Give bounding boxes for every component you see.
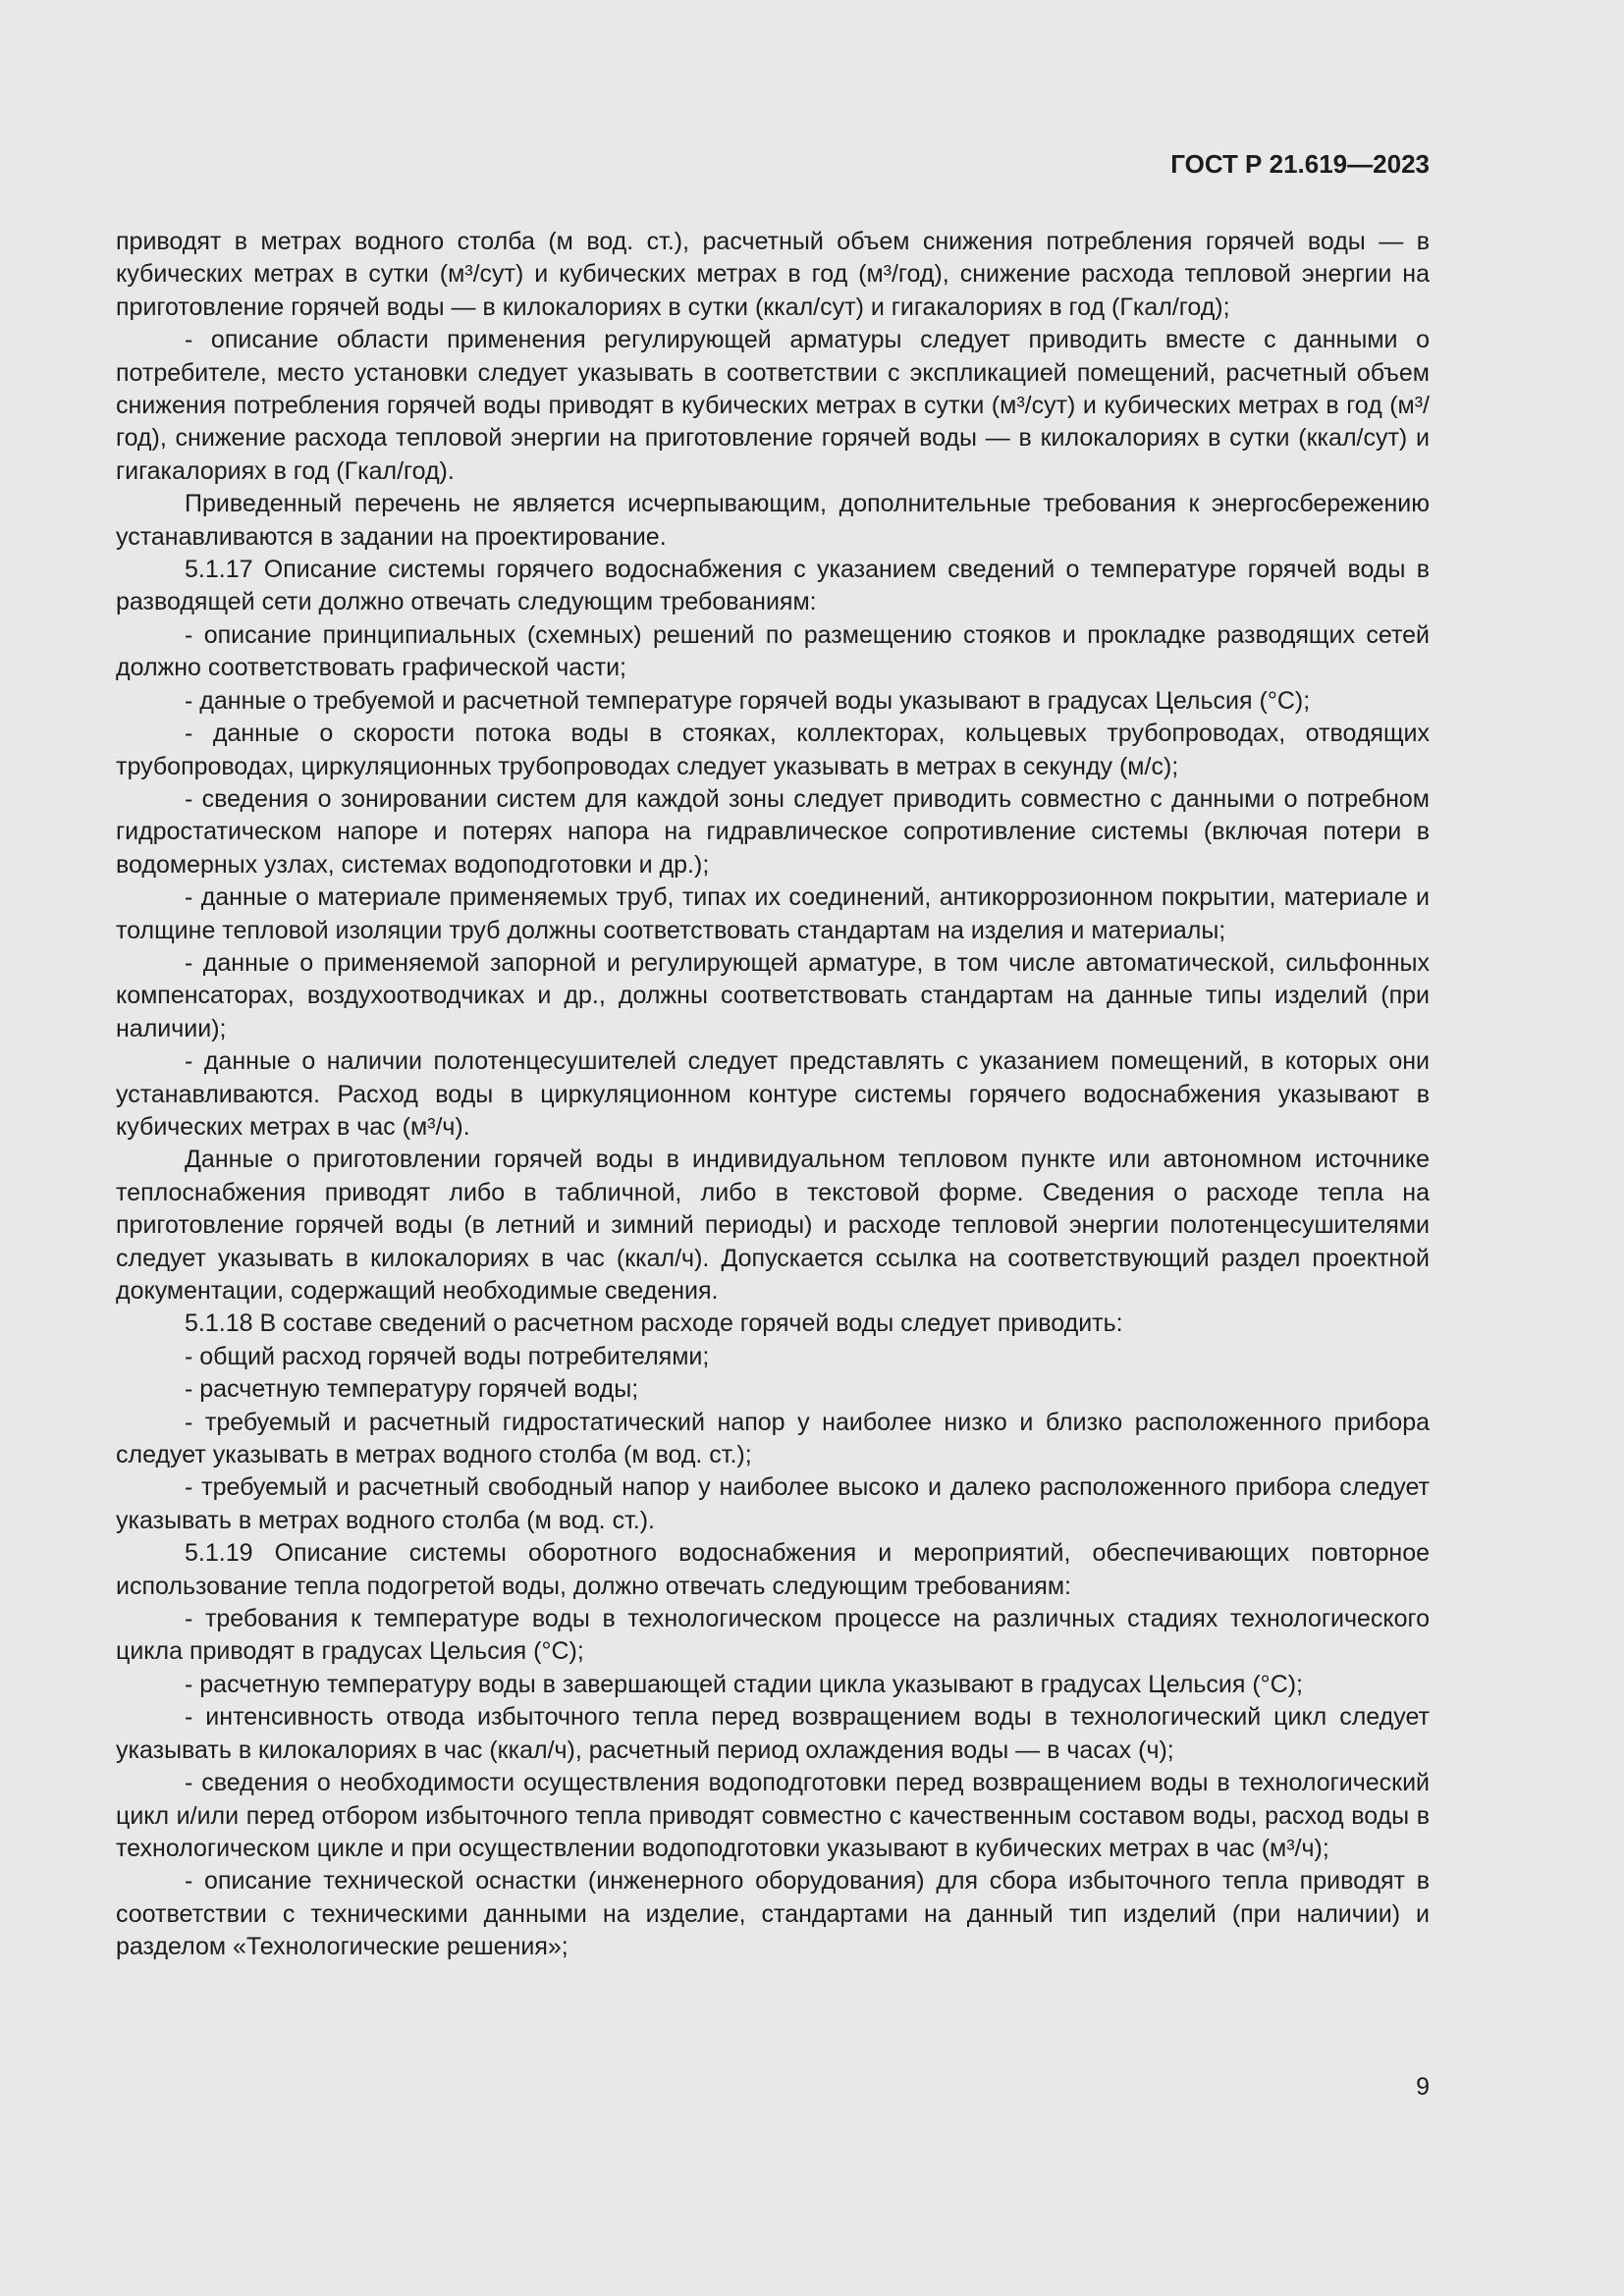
list-item: - общий расход горячей воды потребителями; xyxy=(185,1342,710,1370)
list-item: - описание технической оснастки (инженерного оборудования) для сбора избыточного тепла приводят в соответствии с техническими данными на изделие, стандартами на данный тип изделий (при наличии) и разделом «Технологические решения»; xyxy=(116,1867,1430,1961)
list-item: - данные о требуемой и расчетной температуре горячей воды указывают в градусах Цельсия (°С); xyxy=(185,686,1311,715)
list-item: - сведения о зонировании систем для каждой зоны следует приводить совместно с данными о потребном гидростатическом напоре и потерях напора на гидравлическое сопротивление системы (включая потери в водомерных узлах, системах водоподготовки и др.); xyxy=(116,784,1430,879)
section-paragraph-5-1-17: 5.1.17 Описание системы горячего водоснабжения с указанием сведений о температуре горячей воды в разводящей сети должно отвечать следующим требованиям: xyxy=(116,556,1430,616)
list-item: - требуемый и расчетный свободный напор у наиболее высоко и далеко расположенного прибора следует указывать в метрах водного столба (м вод. ст.). xyxy=(116,1473,1430,1534)
list-item: - интенсивность отвода избыточного тепла перед возвращением воды в технологический цикл следует указывать в килокалориях в час (ккал/ч), расчетный период охлаждения воды — в часах (ч); xyxy=(116,1703,1430,1764)
section-paragraph-5-1-18: 5.1.18 В составе сведений о расчетном расходе горячей воды следует приводить: xyxy=(185,1309,1123,1338)
list-item: - данные о наличии полотенцесушителей следует представлять с указанием помещений, в которых они устанавливаются. Расход воды в циркуляционном контуре системы горячего водоснабжения указывают в кубических метрах в час (м³/ч). xyxy=(116,1047,1430,1141)
paragraph: - описание области применения регулирующей арматуры следует приводить вместе с данными о потребителе, место установки следует указывать в соответствии с экспликацией помещений, расчетный объем снижения потребления горячей воды приводят в кубических метрах в сутки (м³/сут) и кубических метрах в год (м³/год), снижение расхода тепловой энергии на приготовление горячей воды — в килокалориях в сутки (ккал/сут) и гигакалориях в год (Гкал/год). xyxy=(116,326,1430,485)
list-item: - расчетную температуру горячей воды; xyxy=(185,1375,639,1404)
paragraph: Данные о приготовлении горячей воды в индивидуальном тепловом пункте или автономном источнике теплоснабжения приводят либо в табличной, либо в текстовой форме. Сведения о расходе тепла на приготовление горячей воды (в летний и зимний периоды) и расходе тепловой энергии полотенцесушителями следует указывать в килокалориях в час (ккал/ч). Допускается ссылка на соответствующий раздел проектной документации, содержащий необходимые сведения. xyxy=(116,1146,1430,1305)
list-item: - сведения о необходимости осуществления водоподготовки перед возвращением воды в технологический цикл и/или перед отбором избыточного тепла приводят совместно с качественным составом воды, расход воды в технологическом цикле и при осуществлении водоподготовки указывают в кубических метрах в час (м³/ч); xyxy=(116,1769,1430,1862)
list-item: - данные о применяемой запорной и регулирующей арматуре, в том числе автоматической, сильфонных компенсаторах, воздухоотводчиках и др., должны соответствовать стандартам на данные типы изделий (при наличии); xyxy=(116,948,1430,1042)
page-number: 9 xyxy=(1416,2073,1430,2101)
document-body xyxy=(116,226,1430,1964)
list-item: - описание принципиальных (схемных) решений по размещению стояков и прокладке разводящих сетей должно соответствовать графической части; xyxy=(116,620,1430,682)
list-item: - расчетную температуру воды в завершающей стадии цикла указывают в градусах Цельсия (°С); xyxy=(185,1670,1304,1698)
list-item: - данные о материале применяемых труб, типах их соединений, антикоррозионном покрытии, материале и толщине тепловой изоляции труб должны соответствовать стандартам на изделия и материалы; xyxy=(116,883,1430,944)
section-paragraph-5-1-19: 5.1.19 Описание системы оборотного водоснабжения и мероприятий, обеспечивающих повторное использование тепла подогретой воды, должно отвечать следующим требованиям: xyxy=(116,1539,1430,1600)
list-item: - данные о скорости потока воды в стояках, коллекторах, кольцевых трубопроводах, отводящих трубопроводах, циркуляционных трубопроводах следует указывать в метрах в секунду (м/с); xyxy=(116,720,1430,780)
document-header: ГОСТ Р 21.619—2023 xyxy=(1170,149,1430,179)
paragraph: приводят в метрах водного столба (м вод. ст.), расчетный объем снижения потребления горячей воды — в кубических метрах в сутки (м³/сут) и кубических метрах в год (м³/год), снижение расхода тепловой энергии на приготовление горячей воды — в килокалориях в сутки (ккал/сут) и гигакалориях в год (Гкал/год); xyxy=(116,228,1430,321)
paragraph: Приведенный перечень не является исчерпывающим, дополнительные требования к энергосбережению устанавливаются в задании на проектирование. xyxy=(116,490,1430,551)
list-item: - требуемый и расчетный гидростатический напор у наиболее низко и близко расположенного прибора следует указывать в метрах водного столба (м вод. ст.); xyxy=(116,1408,1430,1469)
list-item: - требования к температуре воды в технологическом процессе на различных стадиях технологического цикла приводят в градусах Цельсия (°С); xyxy=(116,1605,1430,1666)
